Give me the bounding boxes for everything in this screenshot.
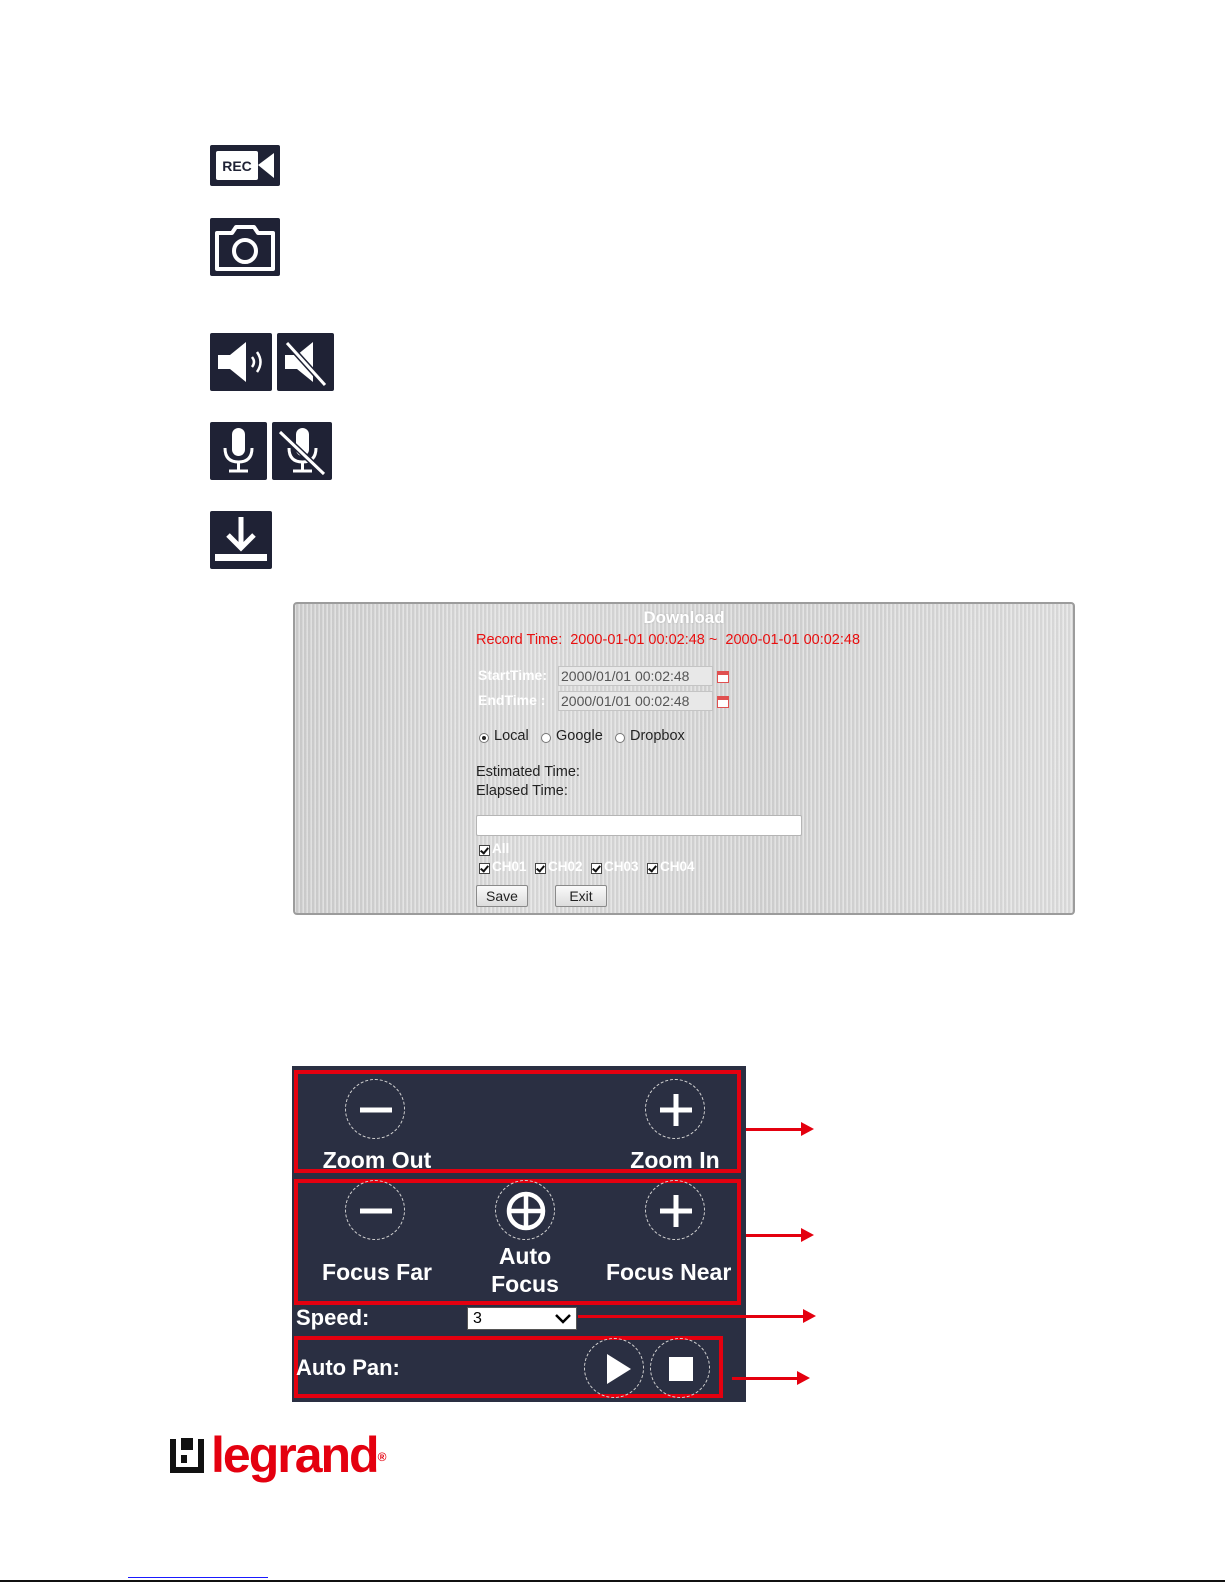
checkbox-ch01[interactable] [479, 863, 490, 874]
checkbox-ch04-label: CH04 [660, 859, 695, 874]
start-time-label: StartTime: [478, 667, 547, 683]
rec-label: REC [222, 158, 252, 174]
sound-on-button[interactable] [210, 333, 272, 391]
plus-icon [646, 1080, 706, 1140]
checkbox-ch02-label: CH02 [548, 859, 583, 874]
exit-button[interactable]: Exit [555, 885, 607, 907]
focus-near-label: Focus Near [606, 1259, 732, 1285]
checkbox-all[interactable] [479, 845, 490, 856]
radio-local[interactable] [479, 733, 489, 743]
speed-select[interactable] [467, 1307, 577, 1330]
zoom-in-button[interactable] [645, 1079, 705, 1139]
record-time [476, 632, 868, 648]
checkbox-ch01-label: CH01 [492, 859, 527, 874]
arrow-focus [746, 1234, 802, 1237]
radio-google[interactable] [541, 733, 551, 743]
focus-far-label: Focus Far [322, 1259, 432, 1285]
radio-local-label: Local [494, 728, 529, 744]
mic-mute-button[interactable] [272, 422, 332, 480]
crosshair-icon [496, 1181, 556, 1241]
auto-pan-play-button[interactable] [584, 1338, 644, 1398]
chevron-down-icon [553, 1312, 573, 1326]
download-progress-bar [476, 815, 802, 836]
download-icon [210, 511, 272, 569]
microphone-icon [210, 422, 267, 480]
stop-icon [651, 1339, 711, 1399]
legrand-wordmark: legrand [211, 1427, 378, 1483]
speed-label: Speed: [296, 1305, 370, 1330]
auto-focus-label-line1: Auto [498, 1243, 552, 1269]
auto-focus-button[interactable] [495, 1180, 555, 1240]
speaker-mute-icon [277, 333, 334, 391]
dialog-title: Download [643, 608, 725, 627]
rec-camera-icon [210, 145, 280, 186]
snapshot-button[interactable] [210, 218, 280, 276]
speaker-icon [210, 333, 272, 391]
estimated-time-label: Estimated Time: [476, 764, 580, 780]
arrow-zoom [746, 1128, 802, 1131]
zoom-in-label: Zoom In [630, 1147, 720, 1173]
auto-pan-stop-button[interactable] [650, 1338, 710, 1398]
zoom-out-button[interactable] [345, 1079, 405, 1139]
checkbox-all-label: All [492, 841, 510, 856]
camera-icon [210, 218, 280, 276]
end-time-label: EndTime : [478, 692, 546, 708]
play-icon [585, 1339, 645, 1399]
end-time-input[interactable]: 2000/01/01 00:02:48 [558, 691, 713, 711]
download-button[interactable] [210, 511, 272, 569]
arrow-auto-pan [732, 1377, 798, 1380]
record-time-label: Record Time: [476, 632, 563, 648]
auto-focus-label-line2: Focus [491, 1271, 559, 1297]
legrand-logo [211, 1425, 386, 1485]
checkbox-ch04[interactable] [647, 863, 658, 874]
ptz-control-panel [292, 1066, 746, 1402]
legrand-logo-mark [170, 1433, 204, 1473]
arrow-speed [578, 1315, 804, 1318]
minus-icon [346, 1080, 406, 1140]
record-time-start: 2000-01-01 00:02:48 ~ [570, 632, 718, 648]
download-dialog [293, 602, 1075, 915]
radio-google-label: Google [556, 728, 603, 744]
footer-link-underline[interactable] [128, 1577, 268, 1578]
focus-near-button[interactable] [645, 1180, 705, 1240]
footer-rule [0, 1580, 1225, 1582]
speed-value: 3 [473, 1310, 482, 1327]
zoom-out-label: Zoom Out [322, 1147, 432, 1173]
radio-dropbox[interactable] [615, 733, 625, 743]
plus-icon [646, 1181, 706, 1241]
minus-icon [346, 1181, 406, 1241]
start-time-input[interactable]: 2000/01/01 00:02:48 [558, 666, 713, 686]
save-button[interactable]: Save [476, 885, 528, 907]
record-button[interactable] [210, 145, 280, 186]
elapsed-time-label: Elapsed Time: [476, 783, 568, 799]
record-time-end: 2000-01-01 00:02:48 [725, 632, 861, 648]
mic-on-button[interactable] [210, 422, 267, 480]
start-calendar-icon[interactable] [717, 671, 729, 683]
trademark-symbol: ® [377, 1450, 387, 1464]
checkbox-ch03[interactable] [591, 863, 602, 874]
checkbox-ch02[interactable] [535, 863, 546, 874]
checkbox-ch03-label: CH03 [604, 859, 639, 874]
auto-focus-label [467, 1242, 583, 1298]
sound-mute-button[interactable] [277, 333, 334, 391]
radio-dropbox-label: Dropbox [630, 728, 685, 744]
microphone-mute-icon [272, 422, 332, 480]
focus-far-button[interactable] [345, 1180, 405, 1240]
end-calendar-icon[interactable] [717, 696, 729, 708]
auto-pan-label: Auto Pan: [296, 1355, 400, 1380]
